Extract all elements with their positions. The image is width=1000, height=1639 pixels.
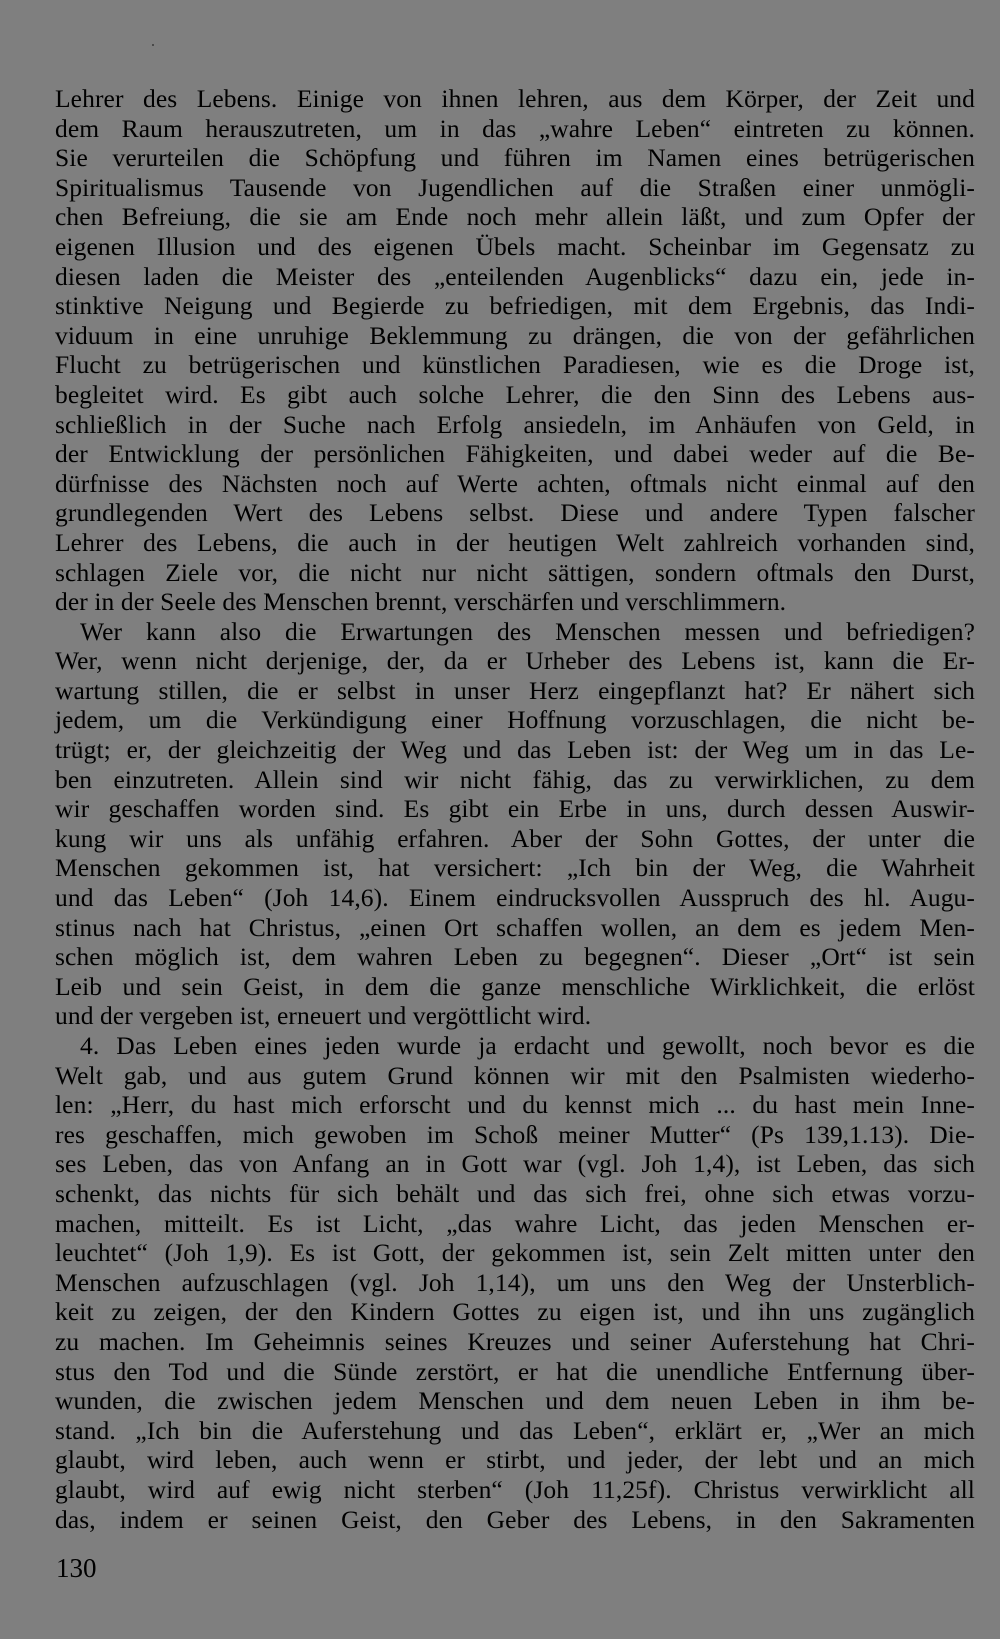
text-line: schenkt, das nichts für sich behält und das sich frei, ohne sich etwas vorzu- [55,1178,975,1208]
text-line: wir geschaffen worden sind. Es gibt ein Erbe in uns, durch dessen Auswir- [55,794,975,824]
text-line: glaubt, wird auf ewig nicht sterben“ (Joh 11,25f). Christus verwirklicht all [55,1474,975,1504]
text-line: Menschen aufzuschlagen (vgl. Joh 1,14), um uns den Weg der Unsterblich- [55,1267,975,1297]
text-line: zu machen. Im Geheimnis seines Kreuzes und seiner Auferstehung hat Chri- [55,1326,975,1356]
text-line: schließlich in der Suche nach Erfolg ansiedeln, im Anhäufen von Geld, in [55,409,975,439]
text-line: leuchtet“ (Joh 1,9). Es ist Gott, der gekommen ist, sein Zelt mitten unter den [55,1238,975,1268]
text-line: Flucht zu betrügerischen und künstlichen Paradiesen, wie es die Droge ist, [55,350,975,380]
text-line: das, indem er seinen Geist, den Geber des Lebens, in den Sakramenten [55,1504,975,1534]
text-line: Lehrer des Lebens, die auch in der heutigen Welt zahlreich vorhanden sind, [55,527,975,557]
text-line: der Entwicklung der persönlichen Fähigkeiten, und dabei weder auf die Be- [55,439,975,469]
page-number: 130 [56,1553,97,1583]
text-line: wunden, die zwischen jedem Menschen und dem neuen Leben in ihm be- [55,1386,975,1416]
scan-speck [152,44,154,46]
text-line: begleitet wird. Es gibt auch solche Lehrer, die den Sinn des Lebens aus- [55,379,975,409]
text-line: stinus nach hat Christus, „einen Ort schaffen wollen, an dem es jedem Men- [55,912,975,942]
text-line: eigenen Illusion und des eigenen Übels macht. Scheinbar im Gegensatz zu [55,231,975,261]
paragraph-start-line: Wer kann also die Erwartungen des Menschen messen und befriedigen? [80,616,975,646]
text-line: trügt; er, der gleichzeitig der Weg und das Leben ist: der Weg um in das Le- [55,735,975,765]
text-line: stinktive Neigung und Begierde zu befriedigen, mit dem Ergebnis, das Indi- [55,291,975,321]
text-line: jedem, um die Verkündigung einer Hoffnung vorzuschlagen, die nicht be- [55,705,975,735]
text-line: glaubt, wird leben, auch wenn er stirbt, und jeder, der lebt und an mich [55,1445,975,1475]
text-line: Menschen gekommen ist, hat versichert: „Ich bin der Weg, die Wahrheit [55,853,975,883]
text-line: machen, mitteilt. Es ist Licht, „das wahre Licht, das jeden Menschen er- [55,1208,975,1238]
text-line: dem Raum herauszutreten, um in das „wahre Leben“ eintreten zu können. [55,113,975,143]
text-line: diesen laden die Meister des „enteilenden Augenblicks“ dazu ein, jede in- [55,261,975,291]
text-line: ben einzutreten. Allein sind wir nicht fähig, das zu verwirklichen, zu dem [55,764,975,794]
text-line: len: „Herr, du hast mich erforscht und du kennst mich ... du hast mein Inne- [55,1090,975,1120]
text-line: Leib und sein Geist, in dem die ganze menschliche Wirklichkeit, die erlöst [55,971,975,1001]
text-line: Sie verurteilen die Schöpfung und führen im Namen eines betrügerischen [55,143,975,173]
text-line: stand. „Ich bin die Auferstehung und das Leben“, erklärt er, „Wer an mich [55,1415,975,1445]
text-line: chen Befreiung, die sie am Ende noch mehr allein läßt, und zum Opfer der [55,202,975,232]
text-line: ses Leben, das von Anfang an in Gott war (vgl. Joh 1,4), ist Leben, das sich [55,1149,975,1179]
text-line: wartung stillen, die er selbst in unser Herz eingepflanzt hat? Er nähert sich [55,675,975,705]
text-line: res geschaffen, mich gewoben im Schoß meiner Mutter“ (Ps 139,1.13). Die- [55,1119,975,1149]
text-line: Spiritualismus Tausende von Jugendlichen auf die Straßen einer unmögli- [55,172,975,202]
text-line: stus den Tod und die Sünde zerstört, er hat die unendliche Entfernung über- [55,1356,975,1386]
paragraph-start-line: 4. Das Leben eines jeden wurde ja erdacht und gewollt, noch bevor es die [80,1031,975,1060]
text-line: Lehrer des Lebens. Einige von ihnen lehren, aus dem Körper, der Zeit und [55,84,975,113]
text-line: grundlegenden Wert des Lebens selbst. Diese und andere Typen falscher [55,498,975,528]
text-line: Welt gab, und aus gutem Grund können wir mit den Psalmisten wiederho- [55,1060,975,1090]
text-line: kung wir uns als unfähig erfahren. Aber der Sohn Gottes, der unter die [55,823,975,853]
text-line: dürfnisse des Nächsten noch auf Werte achten, oftmals nicht einmal auf den [55,468,975,498]
text-line: schlagen Ziele vor, die nicht nur nicht sättigen, sondern oftmals den Durst, [55,557,975,587]
body-text [55,84,975,1534]
text-line: Wer, wenn nicht derjenige, der, da er Urheber des Lebens ist, kann die Er- [55,646,975,676]
text-line: viduum in eine unruhige Beklemmung zu drängen, die von der gefährlichen [55,320,975,350]
paragraph-end-line: der in der Seele des Menschen brennt, verschärfen und verschlimmern. [55,587,787,617]
text-line: und das Leben“ (Joh 14,6). Einem eindrucksvollen Ausspruch des hl. Augu- [55,883,975,913]
text-line: keit zu zeigen, der den Kindern Gottes zu eigen ist, und ihn uns zugänglich [55,1297,975,1327]
text-line: schen möglich ist, dem wahren Leben zu begegnen“. Dieser „Ort“ ist sein [55,942,975,972]
paragraph-end-line: und der vergeben ist, erneuert und vergöttlicht wird. [55,1001,592,1031]
